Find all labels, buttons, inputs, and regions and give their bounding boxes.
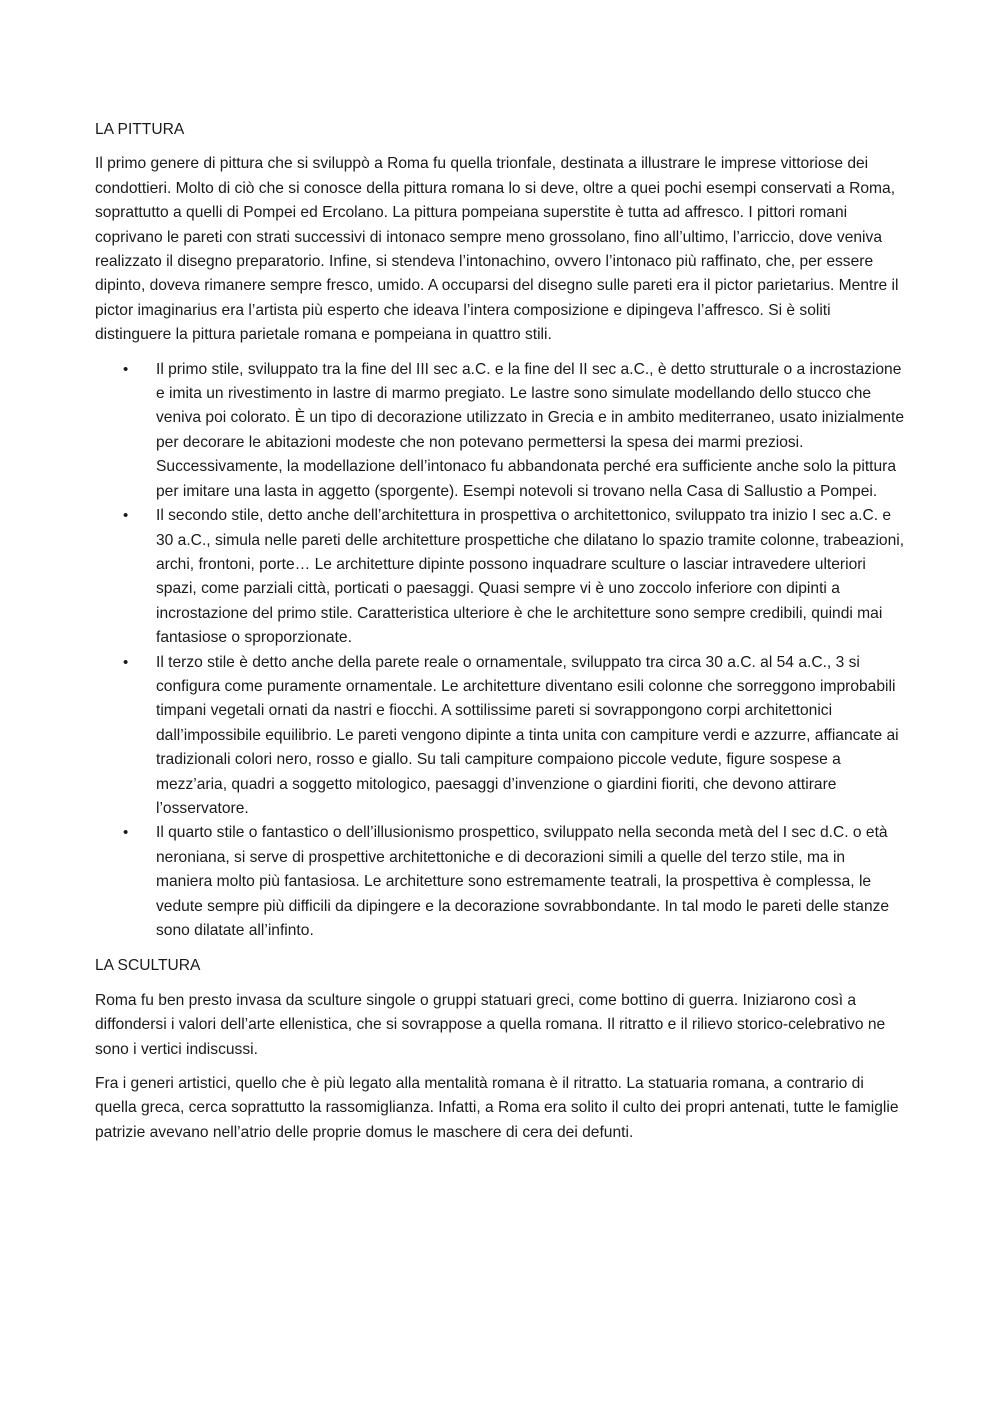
scultura-paragraph-1: Roma fu ben presto invasa da sculture singole o gruppi statuari greci, come bottino di guerra. Iniziarono così a diffondersi i valori dell’arte ellenistica, che si sovrappose a quella romana. Il ritratto e il rilievo storico-celebrativo ne sono i vertici indiscussi. (95, 991, 886, 1058)
list-item-terzo-stile (95, 651, 905, 822)
scultura-paragraph-2: Fra i generi artistici, quello che è più legato alla mentalità romana è il ritratto. La statuaria romana, a contrario di quella greca, cerca soprattutto la rassomiglianza. Infatti, a Roma era solito il culto dei propri antenati, tutte le famiglie patrizie avevano nell’atrio delle proprie domus le maschere di cera dei defunti. (95, 1075, 899, 1141)
pittura-intro-paragraph: Il primo genere di pittura che si sviluppò a Roma fu quella trionfale, destinata a illustrare le imprese vittoriose dei condottieri. Molto di ciò che si conosce della pittura romana lo si deve, oltre a quei pochi esempi conservati a Roma, soprattutto a quelli di Pompei ed Ercolano. La pittura pompeiana superstite è tutta ad affresco. I pittori romani coprivano le pareti con strati successivi di intonaco sempre meno grossolano, fino all’ultimo, l’arriccio, dove veniva realizzato il disegno preparatorio. Infine, si stendeva l’intonachino, ovvero l’intonaco più raffinato, che, per essere dipinto, doveva rimanere sempre fresco, umido. A occuparsi del disegno sulle pareti era il pictor parietarius. Mentre il pictor imaginarius era l’artista più esperto che ideava l’intera composizione e dipingeva l’affresco. Si è soliti distinguere la pittura parietale romana e pompeiana in quattro stili. (95, 155, 899, 344)
list-item-primo-stile (95, 358, 905, 504)
list-item-text: Il quarto stile o fantastico o dell’illusionismo prospettico, sviluppato nella seconda metà del I sec d.C. o età neroniana, si serve di prospettive architettoniche e di decorazioni simili a quelle del terzo stile, ma in maniera molto più fantasiosa. Le architetture sono estremamente teatrali, la prospettiva è complessa, le vedute sempre più difficili da dipingere e la decorazione sovrabbondante. In tal modo le pareti delle stanze sono dilatate all’infinto. (156, 824, 890, 939)
document-page (95, 118, 905, 1155)
styles-bullet-list (95, 358, 905, 944)
section-title-pittura: LA PITTURA (95, 121, 185, 138)
list-item-quarto-stile (95, 821, 905, 943)
bullet-icon: • (123, 507, 129, 525)
list-item-secondo-stile (95, 504, 905, 650)
list-item-text: Il primo stile, sviluppato tra la fine del III sec a.C. e la fine del II sec a.C., è detto strutturale o a incrostazione e imita un rivestimento in lastre di marmo pregiato. Le lastre sono simulate modellando dello stucco che veniva poi colorato. È un tipo di decorazione utilizzato in Grecia e in ambito mediterraneo, usato inizialmente per decorare le abitazioni modeste che non potevano permettersi la spesa dei marmi preziosi. Successivamente, la modellazione dell’intonaco fu abbandonata perché era sufficiente anche solo la pittura per imitare una lasta in aggetto (sporgente). Esempi notevoli si trovano nella Casa di Sallustio a Pompei. (156, 360, 905, 500)
list-item-text: Il terzo stile è detto anche della parete reale o ornamentale, sviluppato tra circa 30 a.C. al 54 a.C., 3 si configura come puramente ornamentale. Le architetture diventano esili colonne che sorreggono improbabili timpani vegetali ornati da nastri e fiocchi. A sottilissime pareti si sovrappongono corpi architettonici dall’impossibile equilibrio. Le pareti vengono dipinte a tinta unita con campiture verdi e azzurre, affiancate ai tradizionali colori nero, rosso e giallo. Su tali campiture compaiono piccole vedute, figure sospese a mezz’aria, quadri a soggetto mitologico, paesaggi d’invenzione o giardini fioriti, che devono attirare l’osservatore. (156, 653, 899, 817)
section-title-scultura: LA SCULTURA (95, 957, 201, 975)
list-item-text: Il secondo stile, detto anche dell’architettura in prospettiva o architettonico, sviluppato tra inizio I sec a.C. e 30 a.C., simula nelle pareti delle architetture prospettiche che dilatano lo spazio tramite colonne, trabeazioni, archi, frontoni, porte… Le architetture dipinte possono inquadrare sculture o lasciar intravedere ulteriori spazi, come parziali città, porticati o paesaggi. Quasi sempre vi è uno zoccolo inferiore con dipinti a incrostazione del primo stile. Caratteristica ulteriore è che le architetture sono sempre credibili, quindi mai fantasiose o sproporzionate. (156, 507, 905, 647)
bullet-icon: • (123, 653, 129, 671)
bullet-icon: • (123, 824, 129, 842)
bullet-icon: • (123, 360, 129, 378)
